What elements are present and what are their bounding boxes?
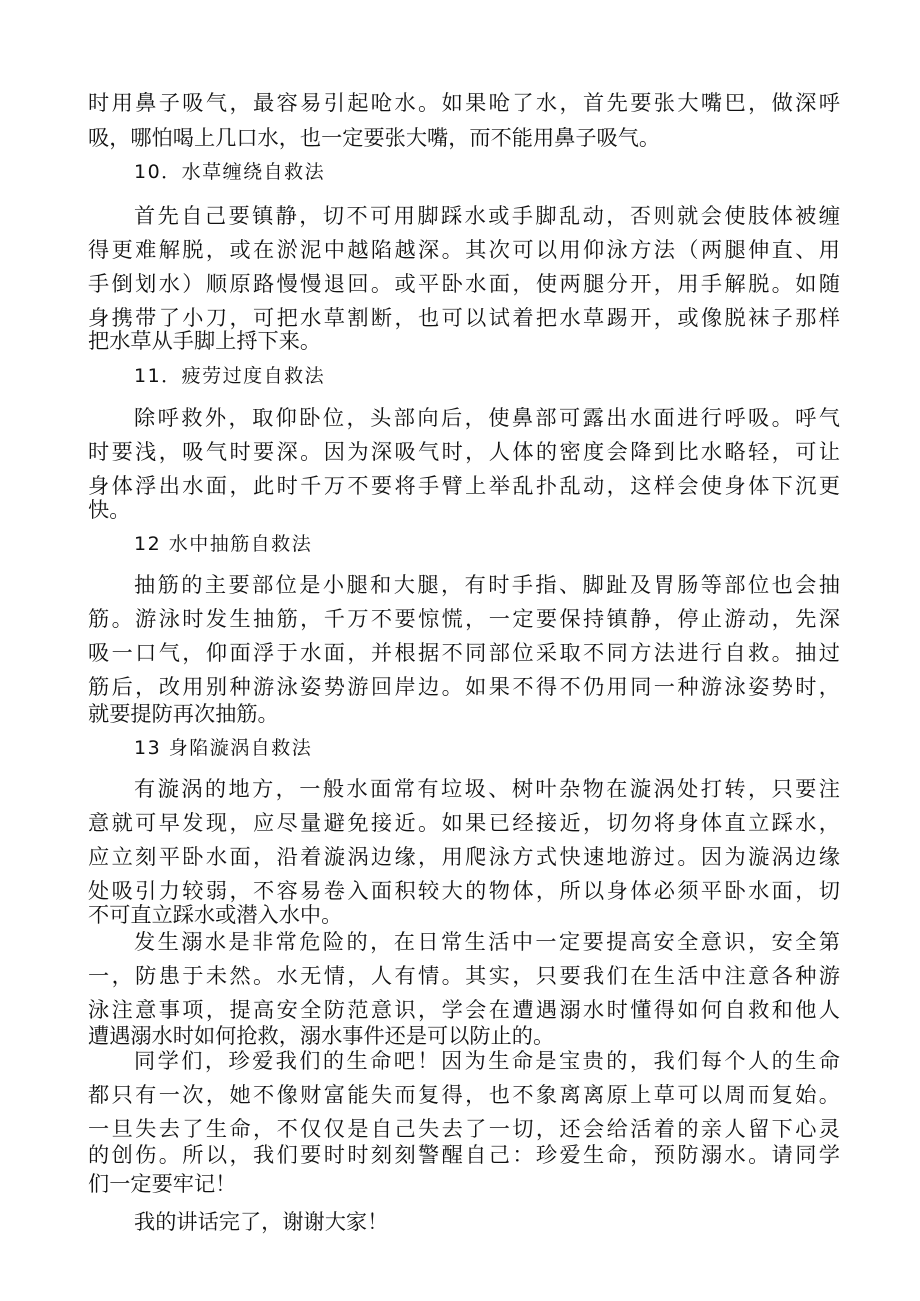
paragraph-line: 意就可早发现，应尽量避免接近。如果已经接近，切勿将身体直立踩水， bbox=[88, 810, 840, 835]
paragraph-line: 除呼救外，取仰卧位，头部向后，使鼻部可露出水面进行呼吸。呼气 bbox=[134, 405, 840, 430]
paragraph-line: 不可直立踩水或潜入水中。 bbox=[88, 902, 343, 927]
section-heading-12: 12 水中抽筋自救法 bbox=[134, 533, 313, 555]
paragraph-line: 的创伤。所以，我们要时时刻刻警醒自己：珍爱生命，预防溺水。请同学 bbox=[88, 1142, 840, 1167]
paragraph-line: 吸，哪怕喝上几口水，也一定要张大嘴，而不能用鼻子吸气。 bbox=[88, 125, 661, 150]
paragraph-line: 时要浅，吸气时要深。因为深吸气时，人体的密度会降到比水略轻，可让 bbox=[88, 439, 840, 464]
paragraph-line: 们一定要牢记！ bbox=[88, 1171, 237, 1196]
paragraph-line: 快。 bbox=[88, 497, 131, 522]
paragraph-line: 筋后，改用别种游泳姿势游回岸边。如果不得不仍用同一种游泳姿势时， bbox=[88, 674, 840, 699]
paragraph-line: 把水草从手脚上捋下来。 bbox=[88, 328, 322, 353]
paragraph-line: 就要提防再次抽筋。 bbox=[88, 701, 279, 726]
paragraph-line: 身体浮出水面，此时千万不要将手臂上举乱扑乱动，这样会使身体下沉更 bbox=[88, 473, 840, 498]
section-heading-13: 13 身陷漩涡自救法 bbox=[134, 737, 313, 759]
section-heading-11: 11．疲劳过度自救法 bbox=[134, 365, 326, 387]
paragraph-line: 时用鼻子吸气，最容易引起呛水。如果呛了水，首先要张大嘴巴，做深呼 bbox=[88, 90, 840, 115]
paragraph-line: 一，防患于未然。水无情，人有情。其实，只要我们在生活中注意各种游 bbox=[88, 963, 840, 988]
paragraph-line: 遭遇溺水时如何抢救，溺水事件还是可以防止的。 bbox=[88, 1023, 555, 1048]
paragraph-line: 有漩涡的地方，一般水面常有垃圾、树叶杂物在漩涡处打转，只要注 bbox=[134, 776, 840, 801]
paragraph-line: 身携带了小刀，可把水草割断，也可以试着把水草踢开，或像脱袜子那样 bbox=[88, 305, 840, 330]
paragraph-line: 手倒划水）顺原路慢慢退回。或平卧水面，使两腿分开，用手解脱。如随 bbox=[88, 271, 840, 296]
paragraph-line: 应立刻平卧水面，沿着漩涡边缘，用爬泳方式快速地游过。因为漩涡边缘 bbox=[88, 844, 840, 869]
paragraph-line: 抽筋的主要部位是小腿和大腿，有时手指、脚趾及胃肠等部位也会抽 bbox=[134, 572, 840, 597]
paragraph-line: 发生溺水是非常危险的，在日常生活中一定要提高安全意识，安全第 bbox=[134, 929, 840, 954]
paragraph-line: 吸一口气，仰面浮于水面，并根据不同部位采取不同方法进行自救。抽过 bbox=[88, 640, 840, 665]
closing-line: 我的讲话完了，谢谢大家！ bbox=[134, 1209, 389, 1234]
paragraph-line: 得更难解脱，或在淤泥中越陷越深。其次可以用仰泳方法（两腿伸直、用 bbox=[88, 237, 840, 262]
paragraph-line: 同学们，珍爱我们的生命吧！因为生命是宝贵的，我们每个人的生命 bbox=[134, 1048, 840, 1073]
paragraph-line: 处吸引力较弱，不容易卷入面积较大的物体，所以身体必须平卧水面，切 bbox=[88, 878, 840, 903]
paragraph-line: 都只有一次，她不像财富能失而复得，也不象离离原上草可以周而复始。 bbox=[88, 1082, 840, 1107]
paragraph-line: 首先自己要镇静，切不可用脚踩水或手脚乱动，否则就会使肢体被缠 bbox=[134, 203, 840, 228]
paragraph-line: 泳注意事项，提高安全防范意识，学会在遭遇溺水时懂得如何自救和他人 bbox=[88, 997, 840, 1022]
paragraph-line: 筋。游泳时发生抽筋，千万不要惊慌，一定要保持镇静，停止游动，先深 bbox=[88, 606, 840, 631]
section-heading-10: 10．水草缠绕自救法 bbox=[134, 161, 326, 183]
paragraph-line: 一旦失去了生命，不仅仅是自己失去了一切，还会给活着的亲人留下心灵 bbox=[88, 1116, 840, 1141]
